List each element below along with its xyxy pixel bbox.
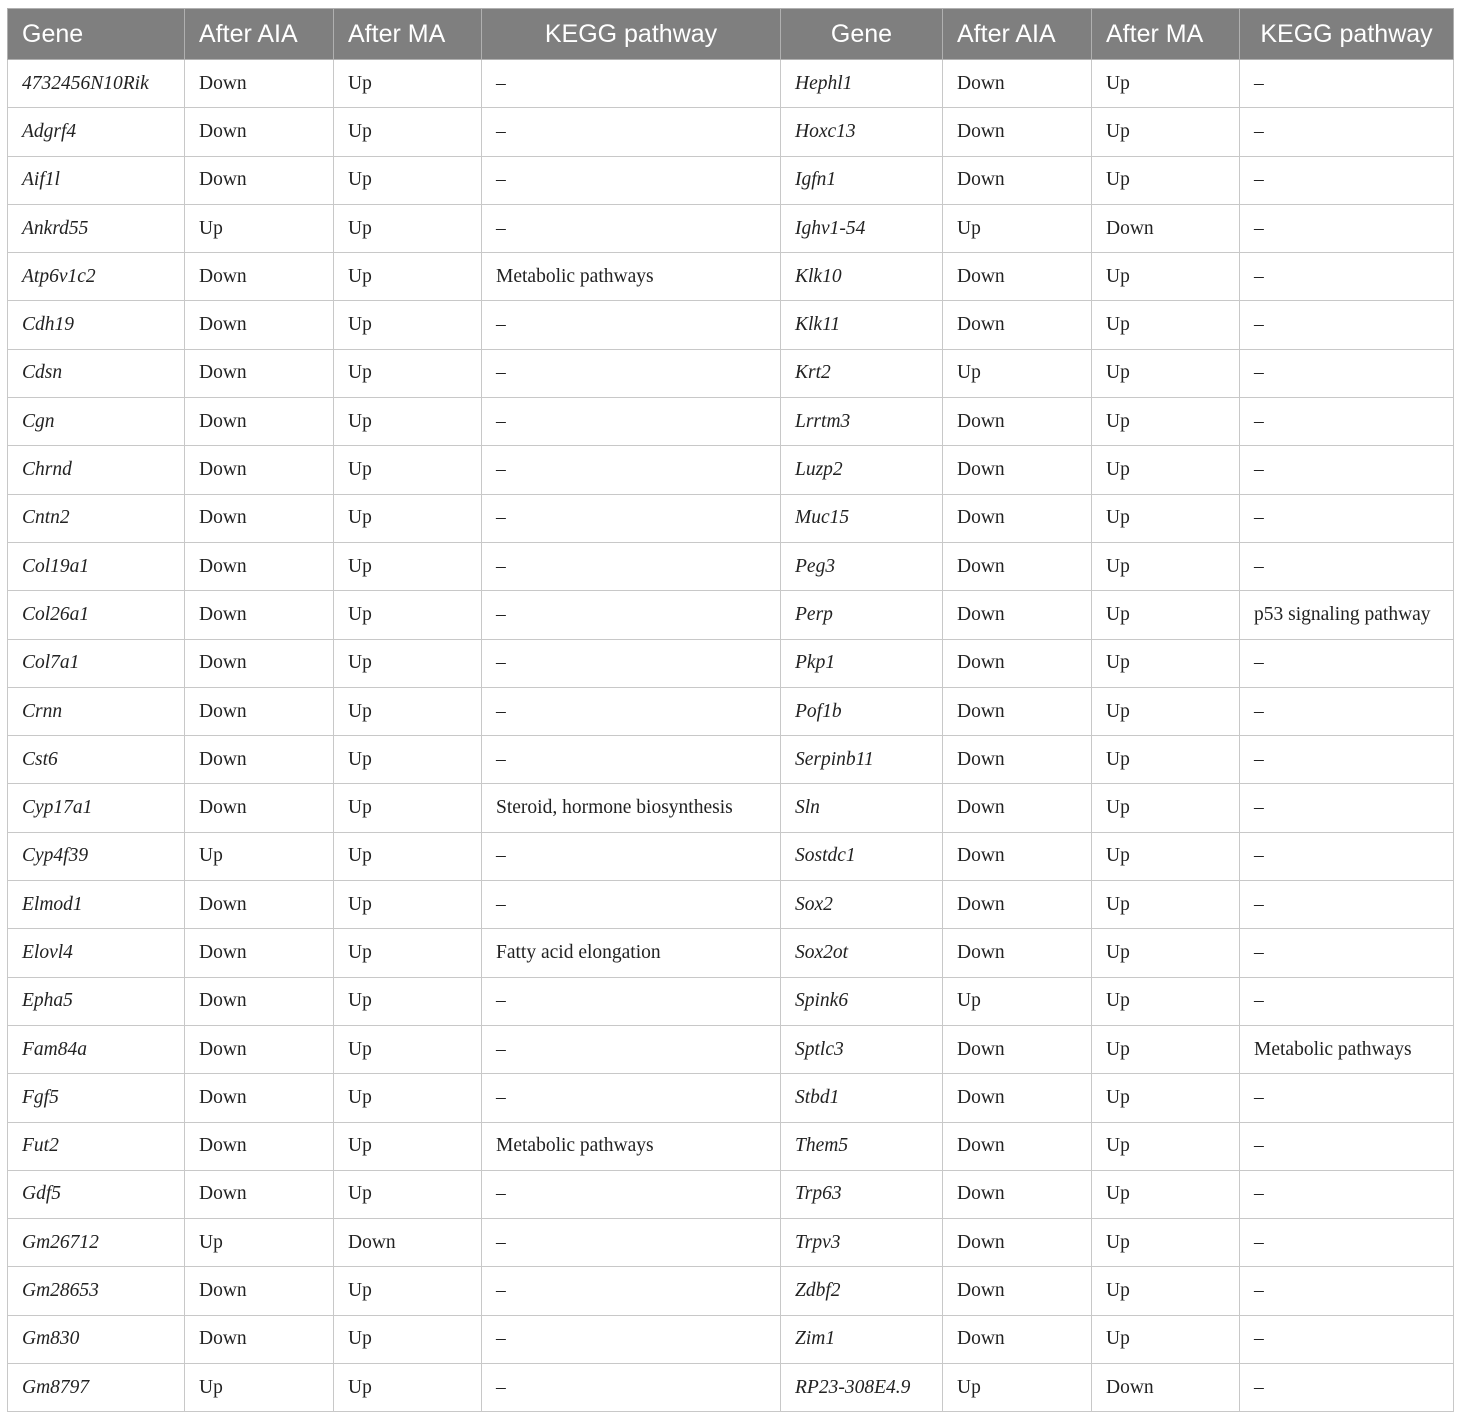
cell-kegg-pathway-right: – (1240, 60, 1454, 108)
header-gene-right: Gene (781, 9, 943, 60)
cell-kegg-pathway-left: – (482, 542, 781, 590)
table-row (8, 784, 1454, 832)
cell-after-ma-left: Up (334, 398, 482, 446)
cell-after-ma-left: Up (334, 542, 482, 590)
cell-kegg-pathway-left: – (482, 591, 781, 639)
cell-after-aia-right: Down (943, 591, 1092, 639)
cell-gene-right: Krt2 (781, 349, 943, 397)
cell-after-aia-right: Up (943, 349, 1092, 397)
cell-gene-right: Stbd1 (781, 1074, 943, 1122)
table-body (8, 60, 1454, 1412)
cell-after-ma-left: Up (334, 253, 482, 301)
cell-kegg-pathway-right: – (1240, 784, 1454, 832)
cell-after-ma-right: Up (1092, 1122, 1240, 1170)
cell-gene-right: Hoxc13 (781, 108, 943, 156)
cell-after-aia-left: Down (185, 108, 334, 156)
cell-gene-left: 4732456N10Rik (8, 60, 185, 108)
cell-after-ma-right: Up (1092, 1074, 1240, 1122)
cell-gene-left: Ankrd55 (8, 204, 185, 252)
header-kegg-pathway-left: KEGG pathway (482, 9, 781, 60)
cell-gene-left: Cdsn (8, 349, 185, 397)
cell-gene-left: Chrnd (8, 446, 185, 494)
cell-after-aia-right: Up (943, 977, 1092, 1025)
cell-after-aia-left: Down (185, 253, 334, 301)
cell-gene-right: Spink6 (781, 977, 943, 1025)
cell-after-ma-right: Up (1092, 253, 1240, 301)
cell-gene-right: Trpv3 (781, 1219, 943, 1267)
cell-gene-right: RP23-308E4.9 (781, 1364, 943, 1412)
cell-after-ma-right: Up (1092, 542, 1240, 590)
cell-after-aia-right: Up (943, 204, 1092, 252)
cell-after-aia-left: Down (185, 446, 334, 494)
table-row (8, 60, 1454, 108)
cell-kegg-pathway-left: Fatty acid elongation (482, 929, 781, 977)
cell-after-aia-left: Down (185, 301, 334, 349)
cell-after-ma-right: Up (1092, 349, 1240, 397)
cell-gene-left: Col7a1 (8, 639, 185, 687)
cell-gene-right: Lrrtm3 (781, 398, 943, 446)
cell-gene-left: Epha5 (8, 977, 185, 1025)
cell-after-aia-right: Down (943, 1074, 1092, 1122)
cell-after-aia-left: Down (185, 542, 334, 590)
cell-kegg-pathway-right: – (1240, 108, 1454, 156)
cell-after-aia-left: Down (185, 156, 334, 204)
cell-after-ma-left: Up (334, 108, 482, 156)
cell-gene-right: Zim1 (781, 1315, 943, 1363)
table-row (8, 108, 1454, 156)
table-row (8, 1219, 1454, 1267)
cell-after-aia-left: Down (185, 1074, 334, 1122)
cell-after-ma-right: Up (1092, 1267, 1240, 1315)
table-row (8, 1122, 1454, 1170)
table-row (8, 494, 1454, 542)
cell-after-aia-right: Down (943, 832, 1092, 880)
cell-after-ma-right: Up (1092, 301, 1240, 349)
cell-kegg-pathway-left: – (482, 60, 781, 108)
gene-table-container (7, 8, 1453, 1412)
cell-gene-right: Them5 (781, 1122, 943, 1170)
cell-kegg-pathway-left: – (482, 349, 781, 397)
cell-after-ma-left: Up (334, 204, 482, 252)
cell-kegg-pathway-left: – (482, 832, 781, 880)
cell-gene-right: Sox2ot (781, 929, 943, 977)
cell-after-aia-left: Up (185, 1364, 334, 1412)
cell-after-ma-right: Up (1092, 591, 1240, 639)
cell-gene-left: Gdf5 (8, 1170, 185, 1218)
cell-gene-right: Klk11 (781, 301, 943, 349)
cell-after-ma-right: Up (1092, 156, 1240, 204)
cell-after-ma-left: Up (334, 1170, 482, 1218)
header-gene-left: Gene (8, 9, 185, 60)
cell-gene-left: Crnn (8, 687, 185, 735)
cell-kegg-pathway-right: – (1240, 881, 1454, 929)
cell-kegg-pathway-right: – (1240, 832, 1454, 880)
table-header (8, 9, 1454, 60)
cell-after-aia-left: Down (185, 1315, 334, 1363)
cell-kegg-pathway-right: – (1240, 1267, 1454, 1315)
cell-after-aia-left: Down (185, 639, 334, 687)
table-row (8, 832, 1454, 880)
table-row (8, 1170, 1454, 1218)
cell-kegg-pathway-left: – (482, 1219, 781, 1267)
header-after-ma-right: After MA (1092, 9, 1240, 60)
cell-kegg-pathway-left: – (482, 1267, 781, 1315)
cell-kegg-pathway-left: – (482, 1025, 781, 1073)
cell-after-ma-left: Up (334, 446, 482, 494)
cell-after-ma-left: Up (334, 977, 482, 1025)
table-row (8, 253, 1454, 301)
header-after-ma-left: After MA (334, 9, 482, 60)
cell-gene-left: Gm8797 (8, 1364, 185, 1412)
cell-after-ma-right: Up (1092, 1315, 1240, 1363)
cell-kegg-pathway-left: – (482, 1315, 781, 1363)
cell-kegg-pathway-right: – (1240, 253, 1454, 301)
cell-kegg-pathway-right: Metabolic pathways (1240, 1025, 1454, 1073)
cell-after-ma-right: Down (1092, 1364, 1240, 1412)
cell-after-aia-right: Down (943, 60, 1092, 108)
cell-after-aia-right: Down (943, 1315, 1092, 1363)
cell-after-aia-right: Down (943, 156, 1092, 204)
cell-gene-left: Cntn2 (8, 494, 185, 542)
cell-after-aia-left: Up (185, 204, 334, 252)
cell-kegg-pathway-left: – (482, 687, 781, 735)
cell-gene-left: Fut2 (8, 1122, 185, 1170)
cell-after-aia-right: Down (943, 881, 1092, 929)
cell-gene-left: Cyp17a1 (8, 784, 185, 832)
cell-after-aia-left: Down (185, 1122, 334, 1170)
cell-gene-left: Cyp4f39 (8, 832, 185, 880)
cell-kegg-pathway-right: – (1240, 977, 1454, 1025)
cell-after-ma-left: Up (334, 929, 482, 977)
cell-gene-left: Gm830 (8, 1315, 185, 1363)
cell-kegg-pathway-right: – (1240, 1074, 1454, 1122)
cell-after-ma-right: Up (1092, 398, 1240, 446)
cell-after-ma-left: Up (334, 301, 482, 349)
cell-kegg-pathway-right: – (1240, 542, 1454, 590)
cell-after-ma-left: Up (334, 784, 482, 832)
cell-after-ma-right: Up (1092, 977, 1240, 1025)
header-kegg-pathway-right: KEGG pathway (1240, 9, 1454, 60)
cell-after-aia-right: Down (943, 639, 1092, 687)
cell-gene-left: Cgn (8, 398, 185, 446)
cell-kegg-pathway-right: p53 signaling pathway (1240, 591, 1454, 639)
cell-after-aia-right: Down (943, 446, 1092, 494)
cell-after-aia-left: Down (185, 736, 334, 784)
cell-after-ma-right: Up (1092, 929, 1240, 977)
cell-after-aia-left: Down (185, 687, 334, 735)
cell-after-ma-left: Up (334, 591, 482, 639)
cell-kegg-pathway-right: – (1240, 1315, 1454, 1363)
cell-kegg-pathway-left: – (482, 108, 781, 156)
table-row (8, 398, 1454, 446)
cell-gene-left: Adgrf4 (8, 108, 185, 156)
cell-gene-right: Klk10 (781, 253, 943, 301)
cell-after-ma-left: Up (334, 349, 482, 397)
cell-after-aia-left: Down (185, 1025, 334, 1073)
cell-after-aia-right: Down (943, 784, 1092, 832)
cell-after-ma-left: Up (334, 832, 482, 880)
cell-after-aia-right: Down (943, 494, 1092, 542)
table-row (8, 349, 1454, 397)
cell-gene-right: Serpinb11 (781, 736, 943, 784)
cell-after-ma-left: Up (334, 494, 482, 542)
cell-after-aia-right: Down (943, 253, 1092, 301)
cell-after-aia-right: Down (943, 1170, 1092, 1218)
cell-after-ma-right: Up (1092, 832, 1240, 880)
cell-after-aia-left: Up (185, 1219, 334, 1267)
cell-after-aia-left: Down (185, 398, 334, 446)
cell-after-ma-right: Up (1092, 1219, 1240, 1267)
cell-kegg-pathway-right: – (1240, 156, 1454, 204)
cell-after-aia-left: Down (185, 1267, 334, 1315)
cell-after-ma-right: Up (1092, 60, 1240, 108)
table-row (8, 542, 1454, 590)
cell-gene-left: Cst6 (8, 736, 185, 784)
cell-kegg-pathway-right: – (1240, 204, 1454, 252)
cell-after-ma-right: Down (1092, 204, 1240, 252)
cell-kegg-pathway-right: – (1240, 349, 1454, 397)
cell-gene-left: Elovl4 (8, 929, 185, 977)
table-row (8, 591, 1454, 639)
cell-after-aia-left: Down (185, 1170, 334, 1218)
cell-kegg-pathway-right: – (1240, 301, 1454, 349)
table-row (8, 1074, 1454, 1122)
cell-gene-right: Perp (781, 591, 943, 639)
table-row (8, 639, 1454, 687)
cell-gene-right: Sox2 (781, 881, 943, 929)
cell-after-ma-right: Up (1092, 1170, 1240, 1218)
cell-kegg-pathway-left: Steroid, hormone biosynthesis (482, 784, 781, 832)
table-row (8, 929, 1454, 977)
cell-gene-right: Zdbf2 (781, 1267, 943, 1315)
cell-kegg-pathway-left: – (482, 736, 781, 784)
cell-after-ma-left: Up (334, 1122, 482, 1170)
header-after-aia-left: After AIA (185, 9, 334, 60)
cell-after-ma-left: Up (334, 1267, 482, 1315)
cell-gene-left: Fam84a (8, 1025, 185, 1073)
cell-kegg-pathway-right: – (1240, 398, 1454, 446)
cell-gene-right: Ighv1-54 (781, 204, 943, 252)
cell-after-aia-right: Down (943, 398, 1092, 446)
cell-after-aia-right: Down (943, 542, 1092, 590)
cell-after-ma-left: Up (334, 881, 482, 929)
cell-gene-left: Col19a1 (8, 542, 185, 590)
cell-kegg-pathway-right: – (1240, 446, 1454, 494)
cell-after-aia-right: Down (943, 929, 1092, 977)
cell-after-ma-right: Up (1092, 639, 1240, 687)
table-row (8, 301, 1454, 349)
cell-after-ma-right: Up (1092, 446, 1240, 494)
table-row (8, 156, 1454, 204)
cell-after-aia-left: Down (185, 881, 334, 929)
cell-after-aia-left: Down (185, 784, 334, 832)
cell-gene-left: Fgf5 (8, 1074, 185, 1122)
table-row (8, 1267, 1454, 1315)
cell-after-ma-left: Up (334, 1074, 482, 1122)
header-after-aia-right: After AIA (943, 9, 1092, 60)
cell-after-aia-right: Down (943, 1219, 1092, 1267)
cell-kegg-pathway-left: – (482, 204, 781, 252)
cell-gene-left: Col26a1 (8, 591, 185, 639)
cell-kegg-pathway-left: Metabolic pathways (482, 253, 781, 301)
cell-gene-left: Cdh19 (8, 301, 185, 349)
cell-gene-right: Pkp1 (781, 639, 943, 687)
cell-after-ma-left: Down (334, 1219, 482, 1267)
cell-after-aia-left: Up (185, 832, 334, 880)
cell-gene-left: Gm26712 (8, 1219, 185, 1267)
cell-after-ma-right: Up (1092, 1025, 1240, 1073)
cell-after-ma-right: Up (1092, 784, 1240, 832)
cell-kegg-pathway-left: – (482, 1170, 781, 1218)
cell-gene-left: Atp6v1c2 (8, 253, 185, 301)
table-row (8, 977, 1454, 1025)
cell-after-ma-left: Up (334, 60, 482, 108)
cell-after-aia-left: Down (185, 494, 334, 542)
cell-gene-right: Muc15 (781, 494, 943, 542)
cell-after-ma-right: Up (1092, 108, 1240, 156)
cell-kegg-pathway-left: – (482, 494, 781, 542)
cell-gene-right: Trp63 (781, 1170, 943, 1218)
cell-after-ma-right: Up (1092, 687, 1240, 735)
cell-after-aia-left: Down (185, 977, 334, 1025)
cell-after-aia-left: Down (185, 591, 334, 639)
cell-kegg-pathway-left: – (482, 398, 781, 446)
cell-gene-right: Luzp2 (781, 446, 943, 494)
cell-kegg-pathway-left: – (482, 977, 781, 1025)
cell-after-aia-right: Up (943, 1364, 1092, 1412)
cell-after-ma-left: Up (334, 736, 482, 784)
cell-kegg-pathway-right: – (1240, 736, 1454, 784)
cell-after-aia-left: Down (185, 929, 334, 977)
header-row (8, 9, 1454, 60)
cell-after-ma-right: Up (1092, 736, 1240, 784)
cell-gene-right: Sptlc3 (781, 1025, 943, 1073)
cell-kegg-pathway-right: – (1240, 1122, 1454, 1170)
cell-kegg-pathway-right: – (1240, 687, 1454, 735)
cell-kegg-pathway-left: Metabolic pathways (482, 1122, 781, 1170)
cell-kegg-pathway-right: – (1240, 1364, 1454, 1412)
cell-kegg-pathway-left: – (482, 1074, 781, 1122)
cell-kegg-pathway-right: – (1240, 1219, 1454, 1267)
cell-kegg-pathway-left: – (482, 1364, 781, 1412)
cell-kegg-pathway-right: – (1240, 639, 1454, 687)
cell-after-aia-right: Down (943, 108, 1092, 156)
cell-gene-right: Pof1b (781, 687, 943, 735)
cell-after-aia-right: Down (943, 1122, 1092, 1170)
cell-after-ma-left: Up (334, 1315, 482, 1363)
cell-gene-right: Sln (781, 784, 943, 832)
cell-after-aia-right: Down (943, 736, 1092, 784)
cell-kegg-pathway-left: – (482, 301, 781, 349)
cell-gene-left: Gm28653 (8, 1267, 185, 1315)
table-row (8, 1025, 1454, 1073)
table-row (8, 446, 1454, 494)
cell-kegg-pathway-right: – (1240, 929, 1454, 977)
cell-kegg-pathway-left: – (482, 881, 781, 929)
cell-after-aia-right: Down (943, 687, 1092, 735)
cell-after-ma-right: Up (1092, 881, 1240, 929)
table-row (8, 881, 1454, 929)
cell-gene-right: Igfn1 (781, 156, 943, 204)
table-row (8, 687, 1454, 735)
cell-gene-left: Elmod1 (8, 881, 185, 929)
cell-after-ma-left: Up (334, 156, 482, 204)
cell-after-aia-right: Down (943, 1025, 1092, 1073)
cell-kegg-pathway-left: – (482, 156, 781, 204)
cell-after-ma-left: Up (334, 639, 482, 687)
cell-after-aia-right: Down (943, 1267, 1092, 1315)
cell-after-ma-left: Up (334, 1025, 482, 1073)
cell-after-ma-left: Up (334, 1364, 482, 1412)
cell-after-aia-left: Down (185, 60, 334, 108)
cell-kegg-pathway-right: – (1240, 494, 1454, 542)
cell-kegg-pathway-right: – (1240, 1170, 1454, 1218)
gene-expression-table (7, 8, 1454, 1412)
table-row (8, 736, 1454, 784)
cell-kegg-pathway-left: – (482, 639, 781, 687)
cell-after-aia-left: Down (185, 349, 334, 397)
cell-gene-right: Sostdc1 (781, 832, 943, 880)
cell-gene-right: Hephl1 (781, 60, 943, 108)
table-row (8, 1364, 1454, 1412)
cell-after-aia-right: Down (943, 301, 1092, 349)
table-row (8, 1315, 1454, 1363)
cell-kegg-pathway-left: – (482, 446, 781, 494)
cell-after-ma-right: Up (1092, 494, 1240, 542)
table-row (8, 204, 1454, 252)
cell-gene-left: Aif1l (8, 156, 185, 204)
cell-after-ma-left: Up (334, 687, 482, 735)
cell-gene-right: Peg3 (781, 542, 943, 590)
